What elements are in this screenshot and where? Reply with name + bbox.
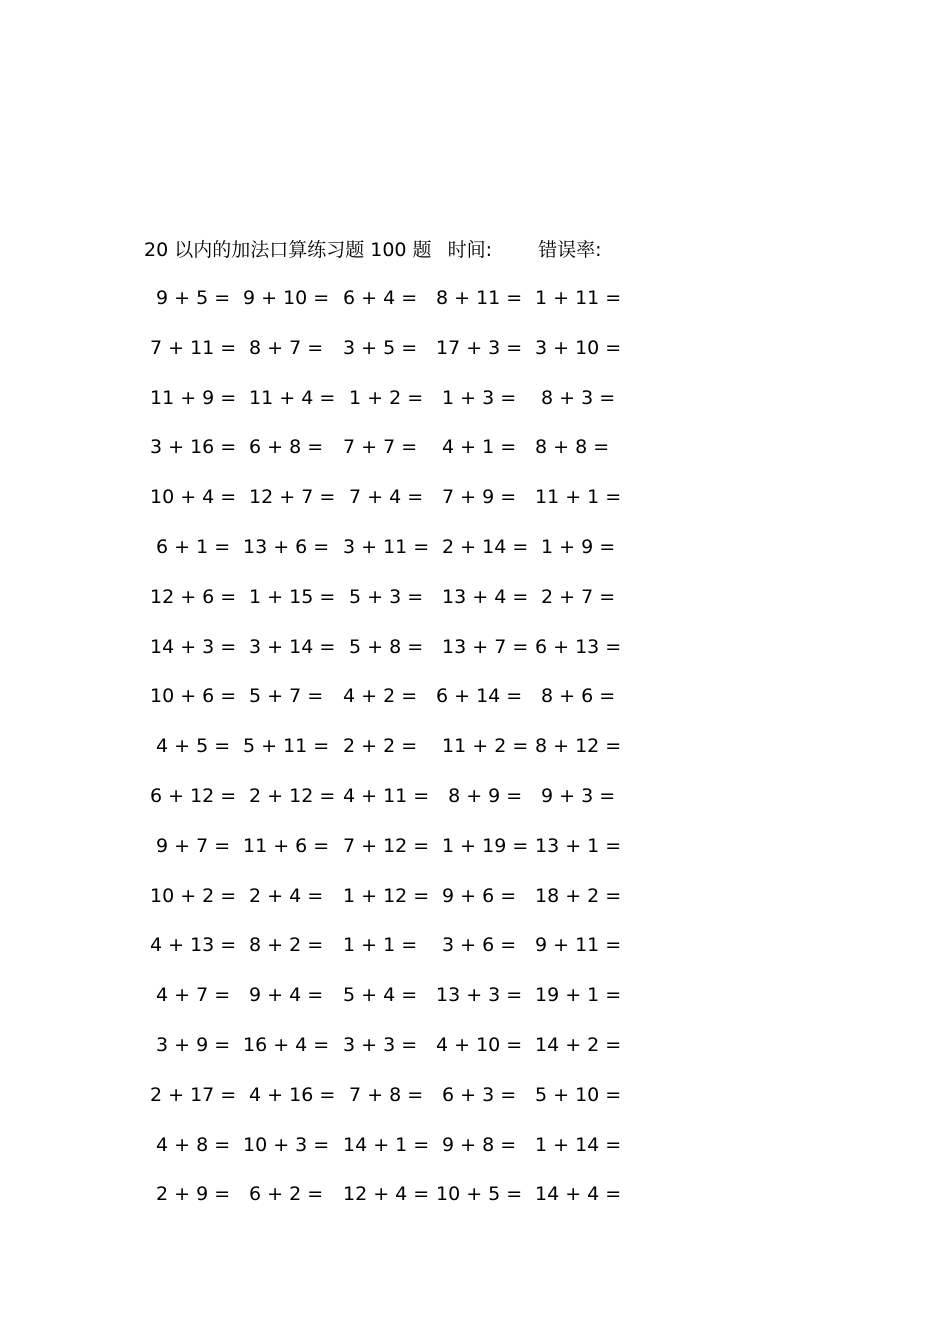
addition-problem: 6 + 12 = [150,784,237,807]
problem-row [0,582,950,632]
addition-problem: 5 + 11 = [243,735,330,758]
addition-problem: 2 + 2 = [343,735,418,758]
addition-problem: 1 + 19 = [436,834,529,857]
addition-problem: 11 + 9 = [150,386,237,409]
problem-row [0,831,950,881]
addition-problem: 8 + 2 = [243,934,324,957]
problem-row [0,681,950,731]
addition-problem: 8 + 11 = [436,287,523,309]
problem-grid [0,283,950,1229]
addition-problem: 2 + 12 = [243,784,336,807]
problem-row [0,1080,950,1130]
addition-problem: 3 + 5 = [343,336,418,359]
addition-problem: 10 + 4 = [150,486,237,509]
addition-problem: 2 + 17 = [150,1083,237,1106]
addition-problem: 9 + 3 = [535,784,616,807]
addition-problem: 13 + 1 = [535,834,622,857]
addition-problem: 1 + 2 = [343,386,424,409]
addition-problem: 10 + 2 = [150,884,237,907]
addition-problem: 6 + 2 = [243,1183,324,1206]
problem-row [0,632,950,682]
addition-problem: 14 + 2 = [535,1033,622,1056]
addition-problem: 9 + 5 = [150,287,231,309]
addition-problem: 4 + 16 = [243,1083,336,1106]
addition-problem: 5 + 3 = [343,585,424,608]
addition-problem: 4 + 8 = [150,1133,231,1156]
problem-row [0,333,950,383]
addition-problem: 10 + 6 = [150,685,237,708]
addition-problem: 6 + 13 = [535,635,622,658]
addition-problem: 5 + 4 = [343,984,418,1007]
problem-row [0,383,950,433]
problem-row [0,1130,950,1180]
addition-problem: 12 + 4 = [343,1183,430,1206]
addition-problem: 10 + 5 = [436,1183,523,1206]
addition-problem: 11 + 4 = [243,386,336,409]
addition-problem: 4 + 13 = [150,934,237,957]
addition-problem: 13 + 7 = [436,635,529,658]
addition-problem: 7 + 11 = [150,336,237,359]
addition-problem: 6 + 3 = [436,1083,517,1106]
addition-problem: 6 + 8 = [243,436,324,459]
addition-problem: 14 + 1 = [343,1133,430,1156]
addition-problem: 8 + 8 = [535,436,610,459]
addition-problem: 9 + 7 = [150,834,231,857]
addition-problem: 16 + 4 = [243,1033,330,1056]
addition-problem: 14 + 4 = [535,1183,622,1206]
addition-problem: 7 + 12 = [343,834,430,857]
addition-problem: 1 + 9 = [535,535,616,558]
addition-problem: 2 + 4 = [243,884,324,907]
addition-problem: 4 + 11 = [343,784,430,807]
addition-problem: 17 + 3 = [436,336,523,359]
addition-problem: 9 + 8 = [436,1133,517,1156]
addition-problem: 2 + 14 = [436,535,529,558]
addition-problem: 7 + 8 = [343,1083,424,1106]
addition-problem: 9 + 4 = [243,984,324,1007]
addition-problem: 7 + 7 = [343,436,418,459]
addition-problem: 11 + 2 = [436,735,529,758]
addition-problem: 18 + 2 = [535,884,622,907]
addition-problem: 7 + 9 = [436,486,517,509]
addition-problem: 11 + 6 = [243,834,330,857]
addition-problem: 5 + 10 = [535,1083,622,1106]
addition-problem: 3 + 3 = [343,1033,418,1056]
time-label: 时间: [447,239,493,261]
addition-problem: 9 + 10 = [243,287,330,309]
problem-row [0,1030,950,1080]
addition-problem: 11 + 1 = [535,486,622,509]
addition-problem: 1 + 11 = [535,287,622,309]
addition-problem: 13 + 3 = [436,984,523,1007]
addition-problem: 2 + 9 = [150,1183,231,1206]
addition-problem: 14 + 3 = [150,635,237,658]
error-rate-label: 错误率: [538,239,602,261]
addition-problem: 6 + 1 = [150,535,231,558]
addition-problem: 3 + 10 = [535,336,622,359]
addition-problem: 8 + 12 = [535,735,622,758]
addition-problem: 3 + 6 = [436,934,517,957]
addition-problem: 4 + 1 = [436,436,517,459]
worksheet-title: 20 以内的加法口算练习题 100 题 [144,239,432,261]
addition-problem: 13 + 6 = [243,535,330,558]
addition-problem: 5 + 7 = [243,685,324,708]
problem-row [0,731,950,781]
problem-row [0,980,950,1030]
addition-problem: 1 + 12 = [343,884,430,907]
addition-problem: 8 + 6 = [535,685,616,708]
addition-problem: 4 + 5 = [150,735,231,758]
addition-problem: 4 + 10 = [436,1033,523,1056]
addition-problem: 8 + 7 = [243,336,324,359]
addition-problem: 8 + 9 = [436,784,523,807]
addition-problem: 4 + 2 = [343,685,418,708]
addition-problem: 7 + 4 = [343,486,424,509]
addition-problem: 1 + 15 = [243,585,336,608]
addition-problem: 19 + 1 = [535,984,622,1007]
addition-problem: 9 + 11 = [535,934,622,957]
addition-problem: 4 + 7 = [150,984,231,1007]
addition-problem: 13 + 4 = [436,585,529,608]
addition-problem: 3 + 14 = [243,635,336,658]
addition-problem: 10 + 3 = [243,1133,330,1156]
addition-problem: 12 + 7 = [243,486,336,509]
problem-row [0,432,950,482]
addition-problem: 3 + 9 = [150,1033,231,1056]
problem-row [0,283,950,333]
worksheet-header [144,236,601,264]
problem-row [0,881,950,931]
addition-problem: 12 + 6 = [150,585,237,608]
addition-problem: 3 + 11 = [343,535,430,558]
addition-problem: 2 + 7 = [535,585,616,608]
addition-problem: 1 + 1 = [343,934,418,957]
problem-row [0,1179,950,1229]
problem-row [0,930,950,980]
addition-problem: 8 + 3 = [535,386,616,409]
addition-problem: 1 + 14 = [535,1133,622,1156]
problem-row [0,781,950,831]
addition-problem: 9 + 6 = [436,884,517,907]
problem-row [0,532,950,582]
addition-problem: 1 + 3 = [436,386,517,409]
addition-problem: 6 + 4 = [343,287,418,309]
addition-problem: 6 + 14 = [436,685,523,708]
addition-problem: 3 + 16 = [150,436,237,459]
addition-problem: 5 + 8 = [343,635,424,658]
problem-row [0,482,950,532]
